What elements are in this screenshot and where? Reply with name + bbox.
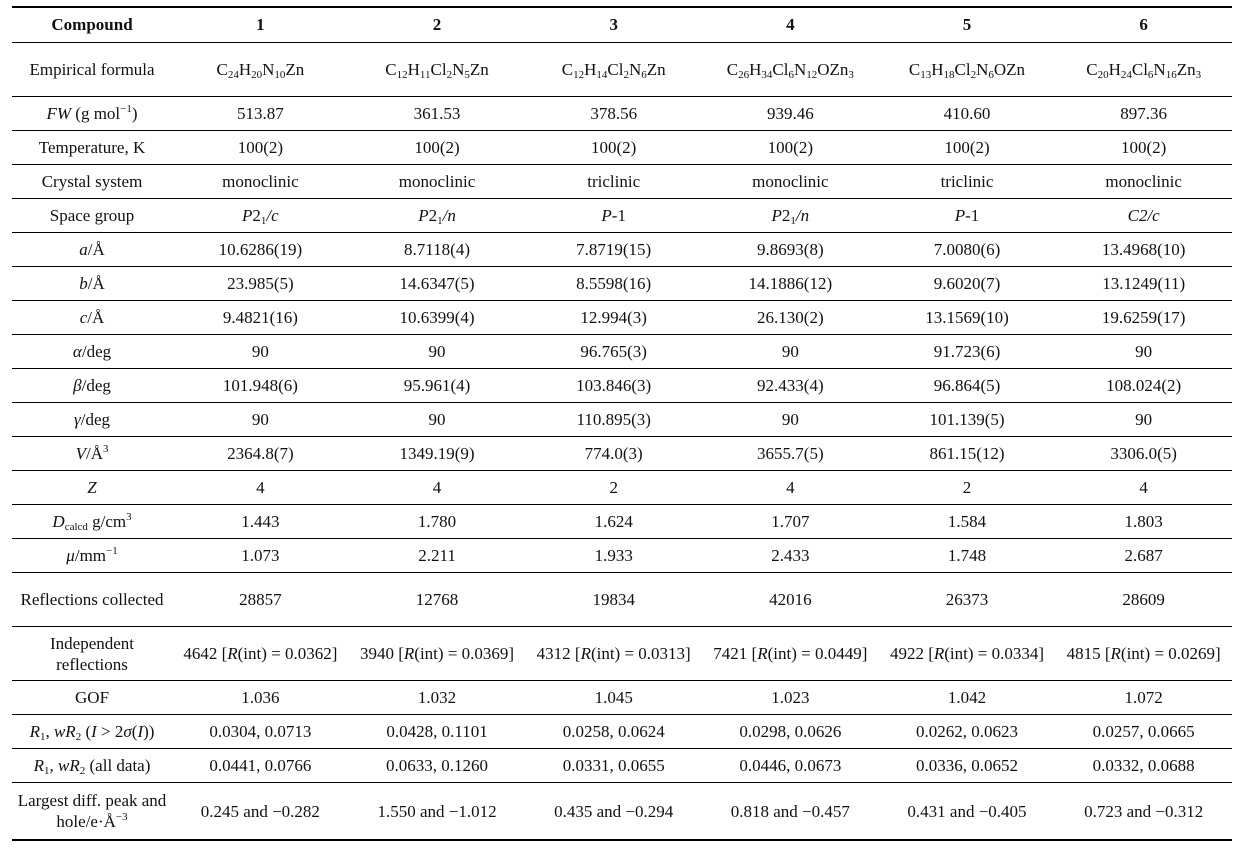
space-group-value-cell: C2/c	[1127, 206, 1160, 225]
mu-value-cell: 1.933	[594, 546, 633, 565]
reflections-collected-value-cell: 42016	[769, 590, 812, 609]
row-label-a: a/Å	[79, 240, 105, 259]
row-label-beta: β/deg	[73, 376, 111, 395]
table-row-beta	[12, 369, 1232, 403]
alpha-value-cell: 90	[1135, 342, 1153, 361]
alpha-value-cell: 91.723(6)	[933, 342, 1001, 361]
temperature-value-cell: 100(2)	[767, 138, 813, 157]
b-value-cell: 8.5598(16)	[576, 274, 652, 293]
mu-value-cell: 2.211	[418, 546, 456, 565]
mu-value-cell: 1.073	[241, 546, 280, 565]
table-row-z	[12, 471, 1232, 505]
peak-hole-value-cell: 0.435 and −0.294	[554, 801, 674, 821]
gof-value-cell: 1.045	[594, 688, 633, 707]
reflections-collected-value-cell: 12768	[415, 590, 459, 609]
independent-reflections-value-cell: 4815 [R(int) = 0.0269]	[1066, 644, 1221, 663]
r1-wr2-all-value-cell: 0.0633, 0.1260	[386, 756, 489, 775]
fw-value-cell: 897.36	[1120, 104, 1168, 123]
row-label-z: Z	[87, 478, 97, 497]
r1-wr2-all-value-cell: 0.0331, 0.0655	[562, 756, 665, 775]
crystal-system-value-cell: monoclinic	[398, 172, 476, 191]
gamma-value-cell: 90	[251, 410, 269, 429]
row-label-fw: FW (g mol$^{-1}$)	[46, 103, 138, 123]
table-row-peak-hole	[12, 783, 1232, 841]
temperature-value-cell: 100(2)	[944, 138, 990, 157]
row-label-independent-reflections: Independent reflections	[50, 633, 135, 674]
volume-value-cell: 2364.8(7)	[227, 444, 294, 463]
a-value-cell: 7.0080(6)	[933, 240, 1001, 259]
temperature-value-cell: 100(2)	[414, 138, 460, 157]
reflections-collected-value-cell: 28609	[1122, 590, 1165, 609]
row-label-mu: $\mu/mm^{-1}$	[66, 545, 118, 565]
formula-cell: $C_{12}H_{11}Cl_2N_5Zn$	[385, 60, 489, 81]
table-row-reflections-collected	[12, 573, 1232, 627]
a-value-cell: 13.4968(10)	[1101, 240, 1186, 259]
b-value-cell: 14.1886(12)	[748, 274, 833, 293]
peak-hole-value-cell: 1.550 and −1.012	[377, 801, 497, 821]
a-value-cell: 9.8693(8)	[757, 240, 824, 259]
compound-6-header: 6	[1139, 15, 1148, 34]
beta-value-cell: 92.433(4)	[757, 376, 824, 395]
compound-header: Compound	[51, 15, 133, 34]
row-label-dcalcd: $D_{calcd}$ $g/cm^3$	[52, 511, 132, 533]
row-label-reflections-collected: Reflections collected	[20, 590, 164, 609]
compound-3-header: 3	[609, 15, 618, 34]
z-value-cell: 4	[786, 478, 795, 497]
table-row-empirical-formula	[12, 43, 1232, 97]
temperature-value-cell: 100(2)	[591, 138, 637, 157]
alpha-value-cell: 96.765(3)	[580, 342, 647, 361]
independent-reflections-value-cell: 4642 [R(int) = 0.0362]	[183, 644, 338, 663]
space-group-value-cell: P-1	[954, 206, 980, 225]
temperature-value-cell: 100(2)	[1121, 138, 1167, 157]
a-value-cell: 8.7118(4)	[404, 240, 470, 259]
reflections-collected-value-cell: 19834	[592, 590, 635, 609]
b-value-cell: 13.1249(11)	[1102, 274, 1186, 293]
crystal-data-table	[12, 6, 1232, 841]
row-label-temperature: Temperature, K	[38, 138, 146, 157]
space-group-value-cell: P-1	[601, 206, 626, 225]
r1-wr2-obs-value-cell: 0.0262, 0.0623	[916, 722, 1018, 741]
crystal-system-value-cell: triclinic	[587, 172, 641, 191]
b-value-cell: 14.6347(5)	[399, 274, 475, 293]
b-value-cell: 23.985(5)	[227, 274, 294, 293]
gamma-value-cell: 101.139(5)	[929, 410, 1005, 429]
row-label-b: b/Å	[79, 274, 105, 293]
independent-reflections-value-cell: 3940 [R(int) = 0.0369]	[359, 644, 515, 663]
row-label-volume: $V/Å^3$	[75, 443, 109, 463]
z-value-cell: 4	[256, 478, 265, 497]
volume-value-cell: 774.0(3)	[584, 444, 643, 463]
alpha-value-cell: 90	[251, 342, 269, 361]
peak-hole-value-cell: 0.431 and −0.405	[907, 801, 1027, 821]
fw-value-cell: 378.56	[590, 104, 638, 123]
formula-cell: $C_{26}H_{34}Cl_6N_{12}OZn_3$	[726, 60, 854, 81]
independent-reflections-value-cell: 4312 [R(int) = 0.0313]	[536, 644, 691, 663]
space-group-value-cell: $P2_1/n$	[771, 206, 810, 227]
alpha-value-cell: 90	[781, 342, 799, 361]
table-row-temperature	[12, 131, 1232, 165]
dcalcd-value-cell: 1.624	[594, 512, 633, 531]
c-value-cell: 19.6259(17)	[1101, 308, 1186, 327]
c-value-cell: 26.130(2)	[757, 308, 824, 327]
r1-wr2-obs-value-cell: 0.0257, 0.0665	[1092, 722, 1195, 741]
table-row-crystal-system	[12, 165, 1232, 199]
table-row-independent-reflections	[12, 627, 1232, 681]
mu-value-cell: 2.433	[771, 546, 810, 565]
gamma-value-cell: 90	[428, 410, 446, 429]
dcalcd-value-cell: 1.803	[1124, 512, 1163, 531]
table-row-volume	[12, 437, 1232, 471]
table-row-c	[12, 301, 1232, 335]
table-row-r1-wr2-obs	[12, 715, 1232, 749]
gof-value-cell: 1.036	[241, 688, 280, 707]
r1-wr2-all-value-cell: 0.0441, 0.0766	[209, 756, 312, 775]
row-label-empirical-formula: Empirical formula	[29, 60, 155, 79]
peak-hole-value-cell: 0.723 and −0.312	[1084, 801, 1204, 821]
row-label-gof: GOF	[75, 688, 110, 707]
space-group-value-cell: $P2_1/n$	[418, 206, 456, 227]
r1-wr2-obs-value-cell: 0.0428, 0.1101	[386, 722, 488, 741]
header-row	[12, 7, 1232, 43]
compound-1-header: 1	[256, 15, 265, 34]
crystal-system-value-cell: triclinic	[940, 172, 994, 191]
table-row-fw	[12, 97, 1232, 131]
volume-value-cell: 3306.0(5)	[1110, 444, 1177, 463]
beta-value-cell: 101.948(6)	[222, 376, 298, 395]
c-value-cell: 12.994(3)	[580, 308, 647, 327]
z-value-cell: 4	[1139, 478, 1148, 497]
c-value-cell: 9.4821(16)	[222, 308, 298, 327]
beta-value-cell: 96.864(5)	[933, 376, 1001, 395]
table-row-mu	[12, 539, 1232, 573]
volume-value-cell: 1349.19(9)	[399, 444, 475, 463]
formula-cell: $C_{13}H_{18}Cl_2N_6OZn$	[908, 60, 1026, 81]
peak-hole-value-cell: 0.245 and −0.282	[200, 801, 320, 821]
table-body	[12, 43, 1232, 841]
independent-reflections-value-cell: 4922 [R(int) = 0.0334]	[889, 644, 1045, 663]
gamma-value-cell: 90	[781, 410, 799, 429]
dcalcd-value-cell: 1.707	[771, 512, 810, 531]
row-label-r1-wr2-all: $R_1$, $wR_2$ (all data)	[33, 756, 151, 777]
crystal-system-value-cell: monoclinic	[752, 172, 829, 191]
beta-value-cell: 108.024(2)	[1106, 376, 1182, 395]
compound-4-header: 4	[786, 15, 795, 34]
crystal-data-table-container	[12, 6, 1232, 841]
volume-value-cell: 3655.7(5)	[757, 444, 824, 463]
r1-wr2-obs-value-cell: 0.0258, 0.0624	[562, 722, 665, 741]
beta-value-cell: 103.846(3)	[576, 376, 652, 395]
table-row-space-group	[12, 199, 1232, 233]
crystal-system-value-cell: monoclinic	[222, 172, 299, 191]
r1-wr2-obs-value-cell: 0.0304, 0.0713	[209, 722, 312, 741]
formula-cell: $C_{20}H_{24}Cl_6N_{16}Zn_3$	[1086, 60, 1202, 81]
table-row-gamma	[12, 403, 1232, 437]
row-label-crystal-system: Crystal system	[41, 172, 143, 191]
gof-value-cell: 1.023	[771, 688, 810, 707]
r1-wr2-obs-value-cell: 0.0298, 0.0626	[739, 722, 842, 741]
table-row-a	[12, 233, 1232, 267]
table-row-r1-wr2-all	[12, 749, 1232, 783]
dcalcd-value-cell: 1.780	[417, 512, 457, 531]
b-value-cell: 9.6020(7)	[933, 274, 1001, 293]
independent-reflections-value-cell: 7421 [R(int) = 0.0449]	[713, 644, 868, 663]
compound-5-header: 5	[962, 15, 972, 34]
z-value-cell: 2	[609, 478, 618, 497]
mu-value-cell: 2.687	[1124, 546, 1163, 565]
c-value-cell: 13.1569(10)	[925, 308, 1009, 327]
gamma-value-cell: 110.895(3)	[576, 410, 651, 429]
reflections-collected-value-cell: 28857	[239, 590, 282, 609]
fw-value-cell: 513.87	[237, 104, 284, 123]
z-value-cell: 4	[432, 478, 442, 497]
mu-value-cell: 1.748	[947, 546, 987, 565]
row-label-gamma: γ/deg	[74, 410, 111, 429]
dcalcd-value-cell: 1.584	[947, 512, 987, 531]
gof-value-cell: 1.042	[947, 688, 987, 707]
crystal-system-value-cell: monoclinic	[1105, 172, 1182, 191]
row-label-peak-hole: Largest diff. peak and hole/$e\cdot Å^{-3}$	[17, 791, 167, 831]
fw-value-cell: 361.53	[413, 104, 461, 123]
gamma-value-cell: 90	[1135, 410, 1153, 429]
c-value-cell: 10.6399(4)	[399, 308, 475, 327]
formula-cell: $C_{24}H_{20}N_{10}Zn$	[216, 60, 305, 81]
row-label-alpha: α/deg	[72, 342, 112, 361]
row-label-r1-wr2-obs: $R_1$, $wR_2$ (I > 2σ(I))	[29, 722, 155, 743]
reflections-collected-value-cell: 26373	[945, 590, 989, 609]
space-group-value-cell: $P2_1/c$	[242, 206, 279, 227]
r1-wr2-all-value-cell: 0.0332, 0.0688	[1092, 756, 1195, 775]
table-row-alpha	[12, 335, 1232, 369]
compound-2-header: 2	[432, 15, 442, 34]
alpha-value-cell: 90	[428, 342, 446, 361]
temperature-value-cell: 100(2)	[237, 138, 284, 157]
row-label-space-group: Space group	[49, 206, 135, 225]
peak-hole-value-cell: 0.818 and −0.457	[730, 801, 850, 821]
fw-value-cell: 410.60	[943, 104, 991, 123]
table-row-gof	[12, 681, 1232, 715]
r1-wr2-all-value-cell: 0.0446, 0.0673	[739, 756, 842, 775]
dcalcd-value-cell: 1.443	[241, 512, 280, 531]
gof-value-cell: 1.032	[417, 688, 457, 707]
formula-cell: $C_{12}H_{14}Cl_2N_6Zn$	[561, 60, 666, 81]
r1-wr2-all-value-cell: 0.0336, 0.0652	[916, 756, 1018, 775]
table-row-dcalcd	[12, 505, 1232, 539]
row-label-c: c/Å	[79, 308, 105, 327]
a-value-cell: 7.8719(15)	[576, 240, 652, 259]
volume-value-cell: 861.15(12)	[929, 444, 1005, 463]
fw-value-cell: 939.46	[766, 104, 814, 123]
a-value-cell: 10.6286(19)	[218, 240, 303, 259]
table-row-b	[12, 267, 1232, 301]
gof-value-cell: 1.072	[1124, 688, 1163, 707]
beta-value-cell: 95.961(4)	[403, 376, 471, 395]
z-value-cell: 2	[962, 478, 972, 497]
